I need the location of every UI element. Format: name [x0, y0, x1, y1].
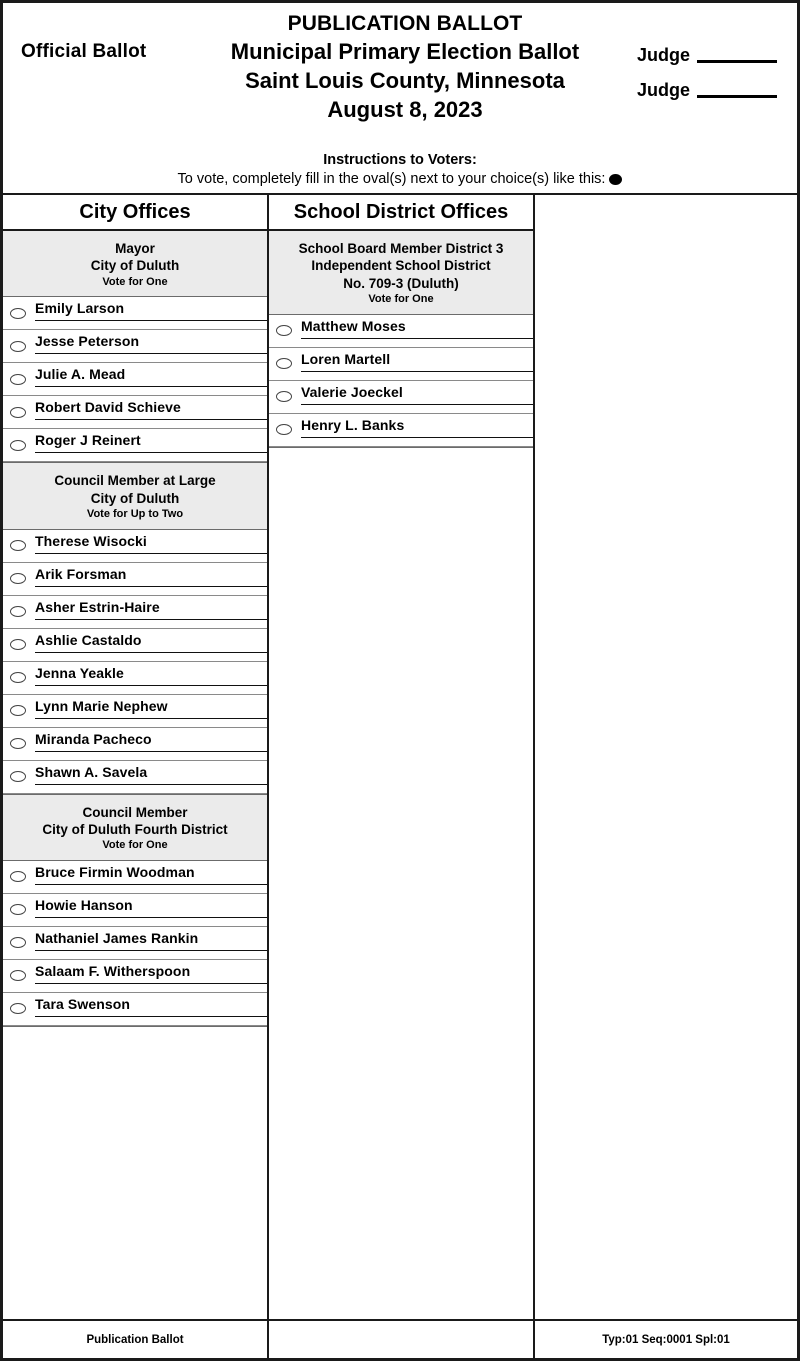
- candidate-name: Lynn Marie Nephew: [35, 697, 168, 714]
- ballot-body: [3, 195, 797, 1319]
- candidate-name: Miranda Pacheco: [35, 730, 152, 747]
- vote-oval-icon[interactable]: [10, 871, 26, 882]
- candidate-name: Tara Swenson: [35, 995, 131, 1012]
- column-heading-school-district-offices: School District Offices: [269, 195, 533, 231]
- candidate-row[interactable]: [3, 761, 267, 794]
- candidate-row[interactable]: [3, 396, 267, 429]
- candidate-row[interactable]: [3, 629, 267, 662]
- vote-oval-icon[interactable]: [10, 937, 26, 948]
- candidate-name: Loren Martell: [301, 350, 391, 367]
- vote-oval-icon[interactable]: [10, 1003, 26, 1014]
- footer-middle: [269, 1321, 535, 1358]
- candidate-row[interactable]: [3, 960, 267, 993]
- vote-oval-icon[interactable]: [276, 391, 292, 402]
- candidate-name-field: [35, 662, 267, 686]
- judge-signature-row-1: [637, 45, 777, 66]
- column-city-offices: [3, 195, 269, 1319]
- candidate-row[interactable]: [3, 363, 267, 396]
- contest-title-line: City of Duluth: [90, 490, 180, 506]
- candidate-name-field: [301, 315, 533, 339]
- vote-oval-icon[interactable]: [10, 606, 26, 617]
- ballot-header: [3, 3, 797, 195]
- candidate-name: Roger J Reinert: [35, 432, 141, 449]
- candidate-name: Asher Estrin-Haire: [35, 598, 160, 615]
- candidate-name-field: [35, 960, 267, 984]
- candidate-name-field: [35, 429, 267, 453]
- judge-label-1: Judge: [637, 45, 691, 65]
- candidate-name: Salaam F. Witherspoon: [35, 962, 191, 979]
- candidate-name: Jenna Yeakle: [35, 664, 124, 681]
- vote-oval-icon[interactable]: [10, 341, 26, 352]
- vote-oval-icon[interactable]: [10, 407, 26, 418]
- filled-oval-icon: [609, 174, 622, 185]
- judge-signature-line-1[interactable]: [697, 60, 777, 63]
- vote-for-instruction: Vote for One: [102, 275, 168, 288]
- official-ballot-label: Official Ballot: [21, 41, 147, 62]
- ballot-title-block: [173, 11, 637, 124]
- judge-signature-row-2: [637, 80, 777, 101]
- candidate-name-field: [35, 761, 267, 785]
- instructions-title: Instructions to Voters:: [323, 152, 477, 168]
- candidate-row[interactable]: [269, 315, 533, 348]
- candidate-name: Therese Wisocki: [35, 532, 147, 549]
- candidate-name: Julie A. Mead: [35, 366, 126, 383]
- footer-ballot-type: Publication Ballot: [3, 1321, 269, 1358]
- candidate-name: Howie Hanson: [35, 896, 133, 913]
- judge-signature-line-2[interactable]: [697, 95, 777, 98]
- contest-header-council-fourth-district: [3, 795, 267, 861]
- candidate-name-field: [301, 348, 533, 372]
- vote-oval-icon[interactable]: [10, 771, 26, 782]
- contest-title-line: Mayor: [115, 241, 155, 256]
- publication-ballot-title: PUBLICATION BALLOT: [287, 12, 523, 35]
- contest-header-council-at-large: [3, 463, 267, 529]
- candidate-name: Nathaniel James Rankin: [35, 929, 199, 946]
- candidate-name: Shawn A. Savela: [35, 763, 148, 780]
- election-title-line1: Municipal Primary Election Ballot: [230, 39, 580, 65]
- candidate-name-field: [35, 363, 267, 387]
- footer-ballot-code: Typ:01 Seq:0001 Spl:01: [602, 1333, 730, 1346]
- candidate-row[interactable]: [269, 381, 533, 414]
- candidate-name: Ashlie Castaldo: [35, 631, 142, 648]
- candidate-row[interactable]: [3, 563, 267, 596]
- candidate-row[interactable]: [3, 861, 267, 894]
- judge-signature-area: [637, 45, 777, 115]
- vote-oval-icon[interactable]: [276, 358, 292, 369]
- election-date: August 8, 2023: [327, 96, 483, 122]
- candidate-name: Robert David Schieve: [35, 399, 181, 416]
- candidate-name-field: [301, 381, 533, 405]
- candidate-name-field: [35, 993, 267, 1017]
- candidate-name: Valerie Joeckel: [301, 383, 403, 400]
- candidate-name-field: [35, 695, 267, 719]
- contest-title-line: No. 709-3 (Duluth): [343, 275, 459, 291]
- candidate-name: Emily Larson: [35, 300, 125, 317]
- candidate-row[interactable]: [3, 662, 267, 695]
- vote-oval-icon[interactable]: [10, 573, 26, 584]
- candidate-row[interactable]: [3, 297, 267, 330]
- instructions-text: To vote, completely fill in the oval(s) next to your choice(s) like this:: [177, 170, 606, 187]
- contest-title-line: Independent School District: [311, 258, 491, 274]
- candidate-name-field: [301, 414, 533, 438]
- candidate-row[interactable]: [3, 894, 267, 927]
- contest-title-line: School Board Member District 3: [298, 241, 504, 256]
- candidate-row[interactable]: [3, 429, 267, 462]
- contest-council-member-fourth-district: [3, 795, 267, 1027]
- vote-oval-icon[interactable]: [10, 308, 26, 319]
- contest-title-line: City of Duluth Fourth District: [42, 821, 228, 837]
- column-school-district-offices: [269, 195, 535, 1319]
- vote-oval-icon[interactable]: [276, 325, 292, 336]
- candidate-name: Jesse Peterson: [35, 333, 140, 350]
- contest-title-line: City of Duluth: [90, 258, 180, 274]
- column-heading-blank: [535, 195, 797, 231]
- vote-oval-icon[interactable]: [10, 705, 26, 716]
- vote-oval-icon[interactable]: [10, 672, 26, 683]
- candidate-name-field: [35, 629, 267, 653]
- instructions-body: [178, 170, 623, 190]
- candidate-row[interactable]: [3, 530, 267, 563]
- vote-for-instruction: Vote for One: [102, 839, 168, 852]
- vote-oval-icon[interactable]: [10, 540, 26, 551]
- candidate-name-field: [35, 728, 267, 752]
- election-title-line2: Saint Louis County, Minnesota: [245, 68, 565, 94]
- vote-oval-icon[interactable]: [276, 424, 292, 435]
- candidate-name-field: [35, 563, 267, 587]
- candidate-name: Matthew Moses: [301, 317, 406, 334]
- vote-oval-icon[interactable]: [10, 738, 26, 749]
- vote-oval-icon[interactable]: [10, 639, 26, 650]
- column-blank: [535, 195, 797, 1319]
- candidate-row[interactable]: [3, 695, 267, 728]
- vote-oval-icon[interactable]: [10, 440, 26, 451]
- contest-header-mayor: [3, 231, 267, 297]
- ballot-footer: [3, 1319, 797, 1358]
- candidate-name: Arik Forsman: [35, 565, 127, 582]
- candidate-row[interactable]: [3, 330, 267, 363]
- candidate-row[interactable]: [269, 348, 533, 381]
- candidate-name: Henry L. Banks: [301, 416, 405, 433]
- candidate-name-field: [35, 530, 267, 554]
- vote-oval-icon[interactable]: [10, 970, 26, 981]
- candidate-name-field: [35, 927, 267, 951]
- contest-council-member-at-large: [3, 463, 267, 794]
- voter-instructions: [3, 151, 797, 189]
- candidate-name-field: [35, 894, 267, 918]
- candidate-name: Bruce Firmin Woodman: [35, 863, 195, 880]
- candidate-row[interactable]: [3, 728, 267, 761]
- candidate-name-field: [35, 396, 267, 420]
- contest-mayor: [3, 231, 267, 463]
- candidate-row[interactable]: [3, 927, 267, 960]
- candidate-row[interactable]: [3, 993, 267, 1026]
- candidate-name-field: [35, 861, 267, 885]
- judge-label-2: Judge: [637, 80, 691, 100]
- candidate-name-field: [35, 596, 267, 620]
- candidate-name-field: [35, 297, 267, 321]
- vote-oval-icon[interactable]: [10, 374, 26, 385]
- contest-header-school-board-district-3: [269, 231, 533, 315]
- vote-for-instruction: Vote for One: [368, 292, 434, 305]
- contest-title-line: Council Member at Large: [54, 473, 216, 489]
- contest-title-line: Council Member: [82, 804, 188, 820]
- vote-oval-icon[interactable]: [10, 904, 26, 915]
- vote-for-instruction: Vote for Up to Two: [86, 507, 184, 520]
- candidate-row[interactable]: [3, 596, 267, 629]
- candidate-row[interactable]: [269, 414, 533, 447]
- contest-school-board-member-district-3: [269, 231, 533, 448]
- column-heading-city-offices: City Offices: [3, 195, 267, 231]
- candidate-name-field: [35, 330, 267, 354]
